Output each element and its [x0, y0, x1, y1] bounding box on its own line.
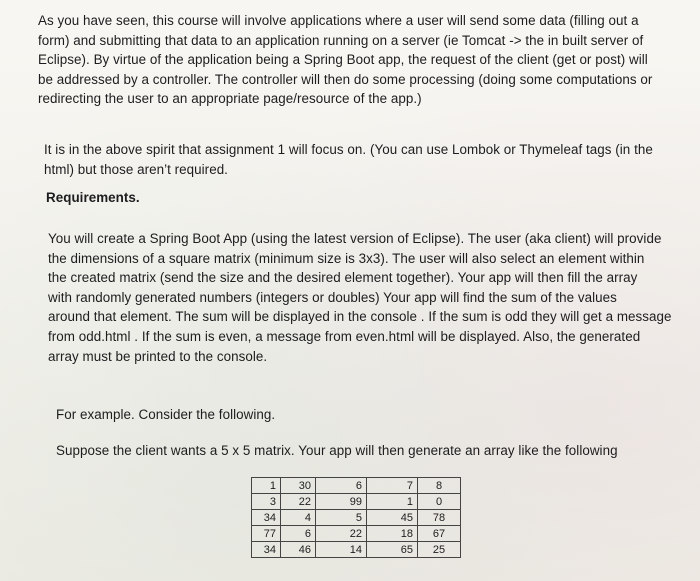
matrix-cell: 8 — [418, 478, 461, 494]
matrix-cell: 22 — [281, 494, 316, 510]
matrix-cell: 1 — [367, 494, 418, 510]
matrix-cell: 34 — [252, 542, 281, 558]
matrix-cell: 65 — [367, 542, 418, 558]
matrix-cell: 99 — [316, 494, 367, 510]
matrix-cell: 46 — [281, 542, 316, 558]
matrix-cell: 6 — [281, 526, 316, 542]
spirit-paragraph: It is in the above spirit that assignment 1 will focus on. (You can use Lombok or Thymeleaf tags (in the html) but those aren’t required. — [44, 142, 653, 177]
matrix-row — [252, 542, 461, 558]
matrix-cell: 25 — [418, 542, 461, 558]
example-matrix-table — [251, 477, 461, 558]
matrix-cell: 5 — [316, 510, 367, 526]
matrix-row — [252, 526, 461, 542]
matrix-cell: 22 — [316, 526, 367, 542]
matrix-cell: 0 — [418, 494, 461, 510]
matrix-cell: 18 — [367, 526, 418, 542]
matrix-cell: 78 — [418, 510, 461, 526]
matrix-cell: 30 — [281, 478, 316, 494]
matrix-cell: 3 — [252, 494, 281, 510]
matrix-cell: 45 — [367, 510, 418, 526]
matrix-cell: 67 — [418, 526, 461, 542]
matrix-row — [252, 494, 461, 510]
matrix-cell: 6 — [316, 478, 367, 494]
suppose-paragraph: Suppose the client wants a 5 x 5 matrix. Your app will then generate an array like the following — [56, 443, 618, 458]
matrix-cell: 7 — [367, 478, 418, 494]
matrix-cell: 77 — [252, 526, 281, 542]
matrix-row — [252, 510, 461, 526]
intro-paragraph: As you have seen, this course will involve applications where a user will send some data (filling out a form) and submitting that data to an application running on a server (ie Tomcat -> the in built server of Eclipse). By virtue of the application being a Spring Boot app, the request of the client (get or post) will be addressed by a controller. The controller will then do some processing (doing some computations or redirecting the user to an appropriate page/resource of the app.) — [38, 13, 653, 107]
matrix-cell: 4 — [281, 510, 316, 526]
requirements-paragraph: You will create a Spring Boot App (using the latest version of Eclipse). The user (aka client) will provide the dimensions of a square matrix (minimum size is 3x3). The user will also select an element within the created matrix (send the size and the desired element together). Your app will then fill the array with randomly generated numbers (integers or doubles) Your app will find the sum of the values around that element. The sum will be displayed in the console . If the sum is odd they will get a message from odd.html . If the sum is even, a message from even.html will be displayed. Also, the generated array must be printed to the console. — [48, 231, 672, 364]
requirements-heading: Requirements. — [46, 190, 140, 205]
matrix-cell: 34 — [252, 510, 281, 526]
matrix-row — [252, 478, 461, 494]
matrix-cell: 1 — [252, 478, 281, 494]
matrix-cell: 14 — [316, 542, 367, 558]
example-paragraph: For example. Consider the following. — [56, 407, 276, 422]
